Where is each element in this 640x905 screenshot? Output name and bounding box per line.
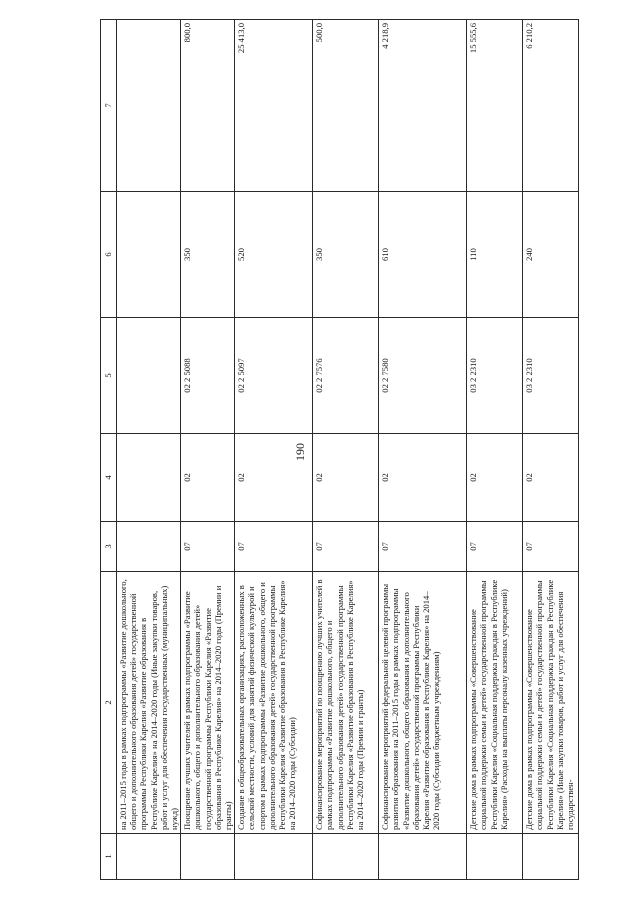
- section-cell: [117, 522, 181, 572]
- target-article-cell: 02 2 7576: [313, 318, 379, 434]
- page-number: 190: [293, 443, 307, 461]
- expense-type-cell: 110: [467, 192, 523, 318]
- budget-table: [100, 19, 579, 880]
- table-row: [117, 20, 181, 880]
- table-row: [523, 20, 579, 880]
- description-cell: Детские дома в рамках подпрограммы «Совершенствование социальной поддержки семьи и детей» государственной программы Республики Карелия «Социальная поддержка граждан в Республике Карелия» (Расходы на выплаты персоналу казенных учреждений): [467, 572, 523, 834]
- amount-cell: 800,0: [181, 20, 235, 192]
- subsection-cell: 02: [313, 434, 379, 522]
- expense-type-cell: 240: [523, 192, 579, 318]
- description-cell: Детские дома в рамках подпрограммы «Совершенствование социальной поддержки семьи и детей» государственной программы Республики Карелия «Социальная поддержка граждан в Республике Карелия» (Иные закупки товаров, работ и услуг для обеспечения государствен-: [523, 572, 579, 834]
- expense-type-cell: 520: [235, 192, 313, 318]
- row-index-cell: [235, 834, 313, 880]
- expense-type-cell: 610: [379, 192, 467, 318]
- section-cell: 07: [379, 522, 467, 572]
- amount-cell: 500,0: [313, 20, 379, 192]
- document-sheet: [100, 20, 600, 880]
- row-index-cell: [379, 834, 467, 880]
- description-cell: на 2011–2015 годы в рамках подпрограммы «Развитие дошкольного, общего и дополнительного образования детей» государственной программы Республики Карелия «Развитие образования в Республике Карелия» на 2014–2020 годы (Иные закупки товаров, работ и услуг для обеспечения государственных (муниципальных) нужд): [117, 572, 181, 834]
- column-number-5: 5: [101, 318, 117, 434]
- row-index-cell: [117, 834, 181, 880]
- target-article-cell: [117, 318, 181, 434]
- target-article-cell: 02 2 7580: [379, 318, 467, 434]
- column-number-row: [101, 20, 117, 880]
- subsection-cell: 02: [181, 434, 235, 522]
- description-cell: Софинансирование мероприятий по поощрению лучших учителей в рамках подпрограммы «Развитие дошкольного, общего и дополнительного образования детей» государственной программы Республики Карелия «Развитие образования в Республике Карелия» на 2014–2020 годы (Премии и гранты): [313, 572, 379, 834]
- section-cell: 07: [523, 522, 579, 572]
- section-cell: 07: [235, 522, 313, 572]
- subsection-cell: 02: [379, 434, 467, 522]
- section-cell: 07: [313, 522, 379, 572]
- column-number-1: 1: [101, 834, 117, 880]
- description-cell: Создание в общеобразовательных организациях, расположенных в сельской местности, условий для занятий физической культурой и спортом в рамках подпрограммы «Развитие дошкольного, общего и дополнительного образования детей» государственной программы Республики Карелия «Развитие образования в Республике Карелия» на 2014–2020 годы (Субсидии): [235, 572, 313, 834]
- rotated-table-wrapper: [100, 20, 600, 880]
- amount-cell: 4 218,9: [379, 20, 467, 192]
- target-article-cell: 02 2 5088: [181, 318, 235, 434]
- column-number-7: 7: [101, 20, 117, 192]
- expense-type-cell: [117, 192, 181, 318]
- section-cell: 07: [467, 522, 523, 572]
- table-row: [379, 20, 467, 880]
- table-row: [313, 20, 379, 880]
- row-index-cell: [467, 834, 523, 880]
- table-row: [235, 20, 313, 880]
- description-cell: Софинансирование мероприятий федеральной целевой программы развития образования на 2011–2015 годы в рамках подпрограммы «Развитие дошкольного, общего образования и дополнительного образования детей» государственной программы Республики Карелия «Развитие образования в Республике Карелия» на 2014–2020 годы (Субсидии бюджетным учреждениям): [379, 572, 467, 834]
- expense-type-cell: 350: [313, 192, 379, 318]
- expense-type-cell: 350: [181, 192, 235, 318]
- amount-cell: 6 210,2: [523, 20, 579, 192]
- target-article-cell: 03 2 2310: [467, 318, 523, 434]
- row-index-cell: [313, 834, 379, 880]
- amount-cell: [117, 20, 181, 192]
- column-number-6: 6: [101, 192, 117, 318]
- column-number-3: 3: [101, 522, 117, 572]
- column-number-4: 4: [101, 434, 117, 522]
- row-index-cell: [523, 834, 579, 880]
- subsection-cell: 02: [235, 434, 313, 522]
- table-row: [181, 20, 235, 880]
- amount-cell: 15 555,6: [467, 20, 523, 192]
- target-article-cell: 02 2 5097: [235, 318, 313, 434]
- subsection-cell: 02: [523, 434, 579, 522]
- description-cell: Поощрение лучших учителей в рамках подпрограммы «Развитие дошкольного, общего и дополнительного образования детей» государственной программы Республики Карелия «Развитие образования в Республике Карелия» на 2014–2020 годы (Премии и гранты): [181, 572, 235, 834]
- amount-cell: 25 413,0: [235, 20, 313, 192]
- table-row: [467, 20, 523, 880]
- subsection-cell: 02: [467, 434, 523, 522]
- row-index-cell: [181, 834, 235, 880]
- column-number-2: 2: [101, 572, 117, 834]
- section-cell: 07: [181, 522, 235, 572]
- subsection-cell: [117, 434, 181, 522]
- target-article-cell: 03 2 2310: [523, 318, 579, 434]
